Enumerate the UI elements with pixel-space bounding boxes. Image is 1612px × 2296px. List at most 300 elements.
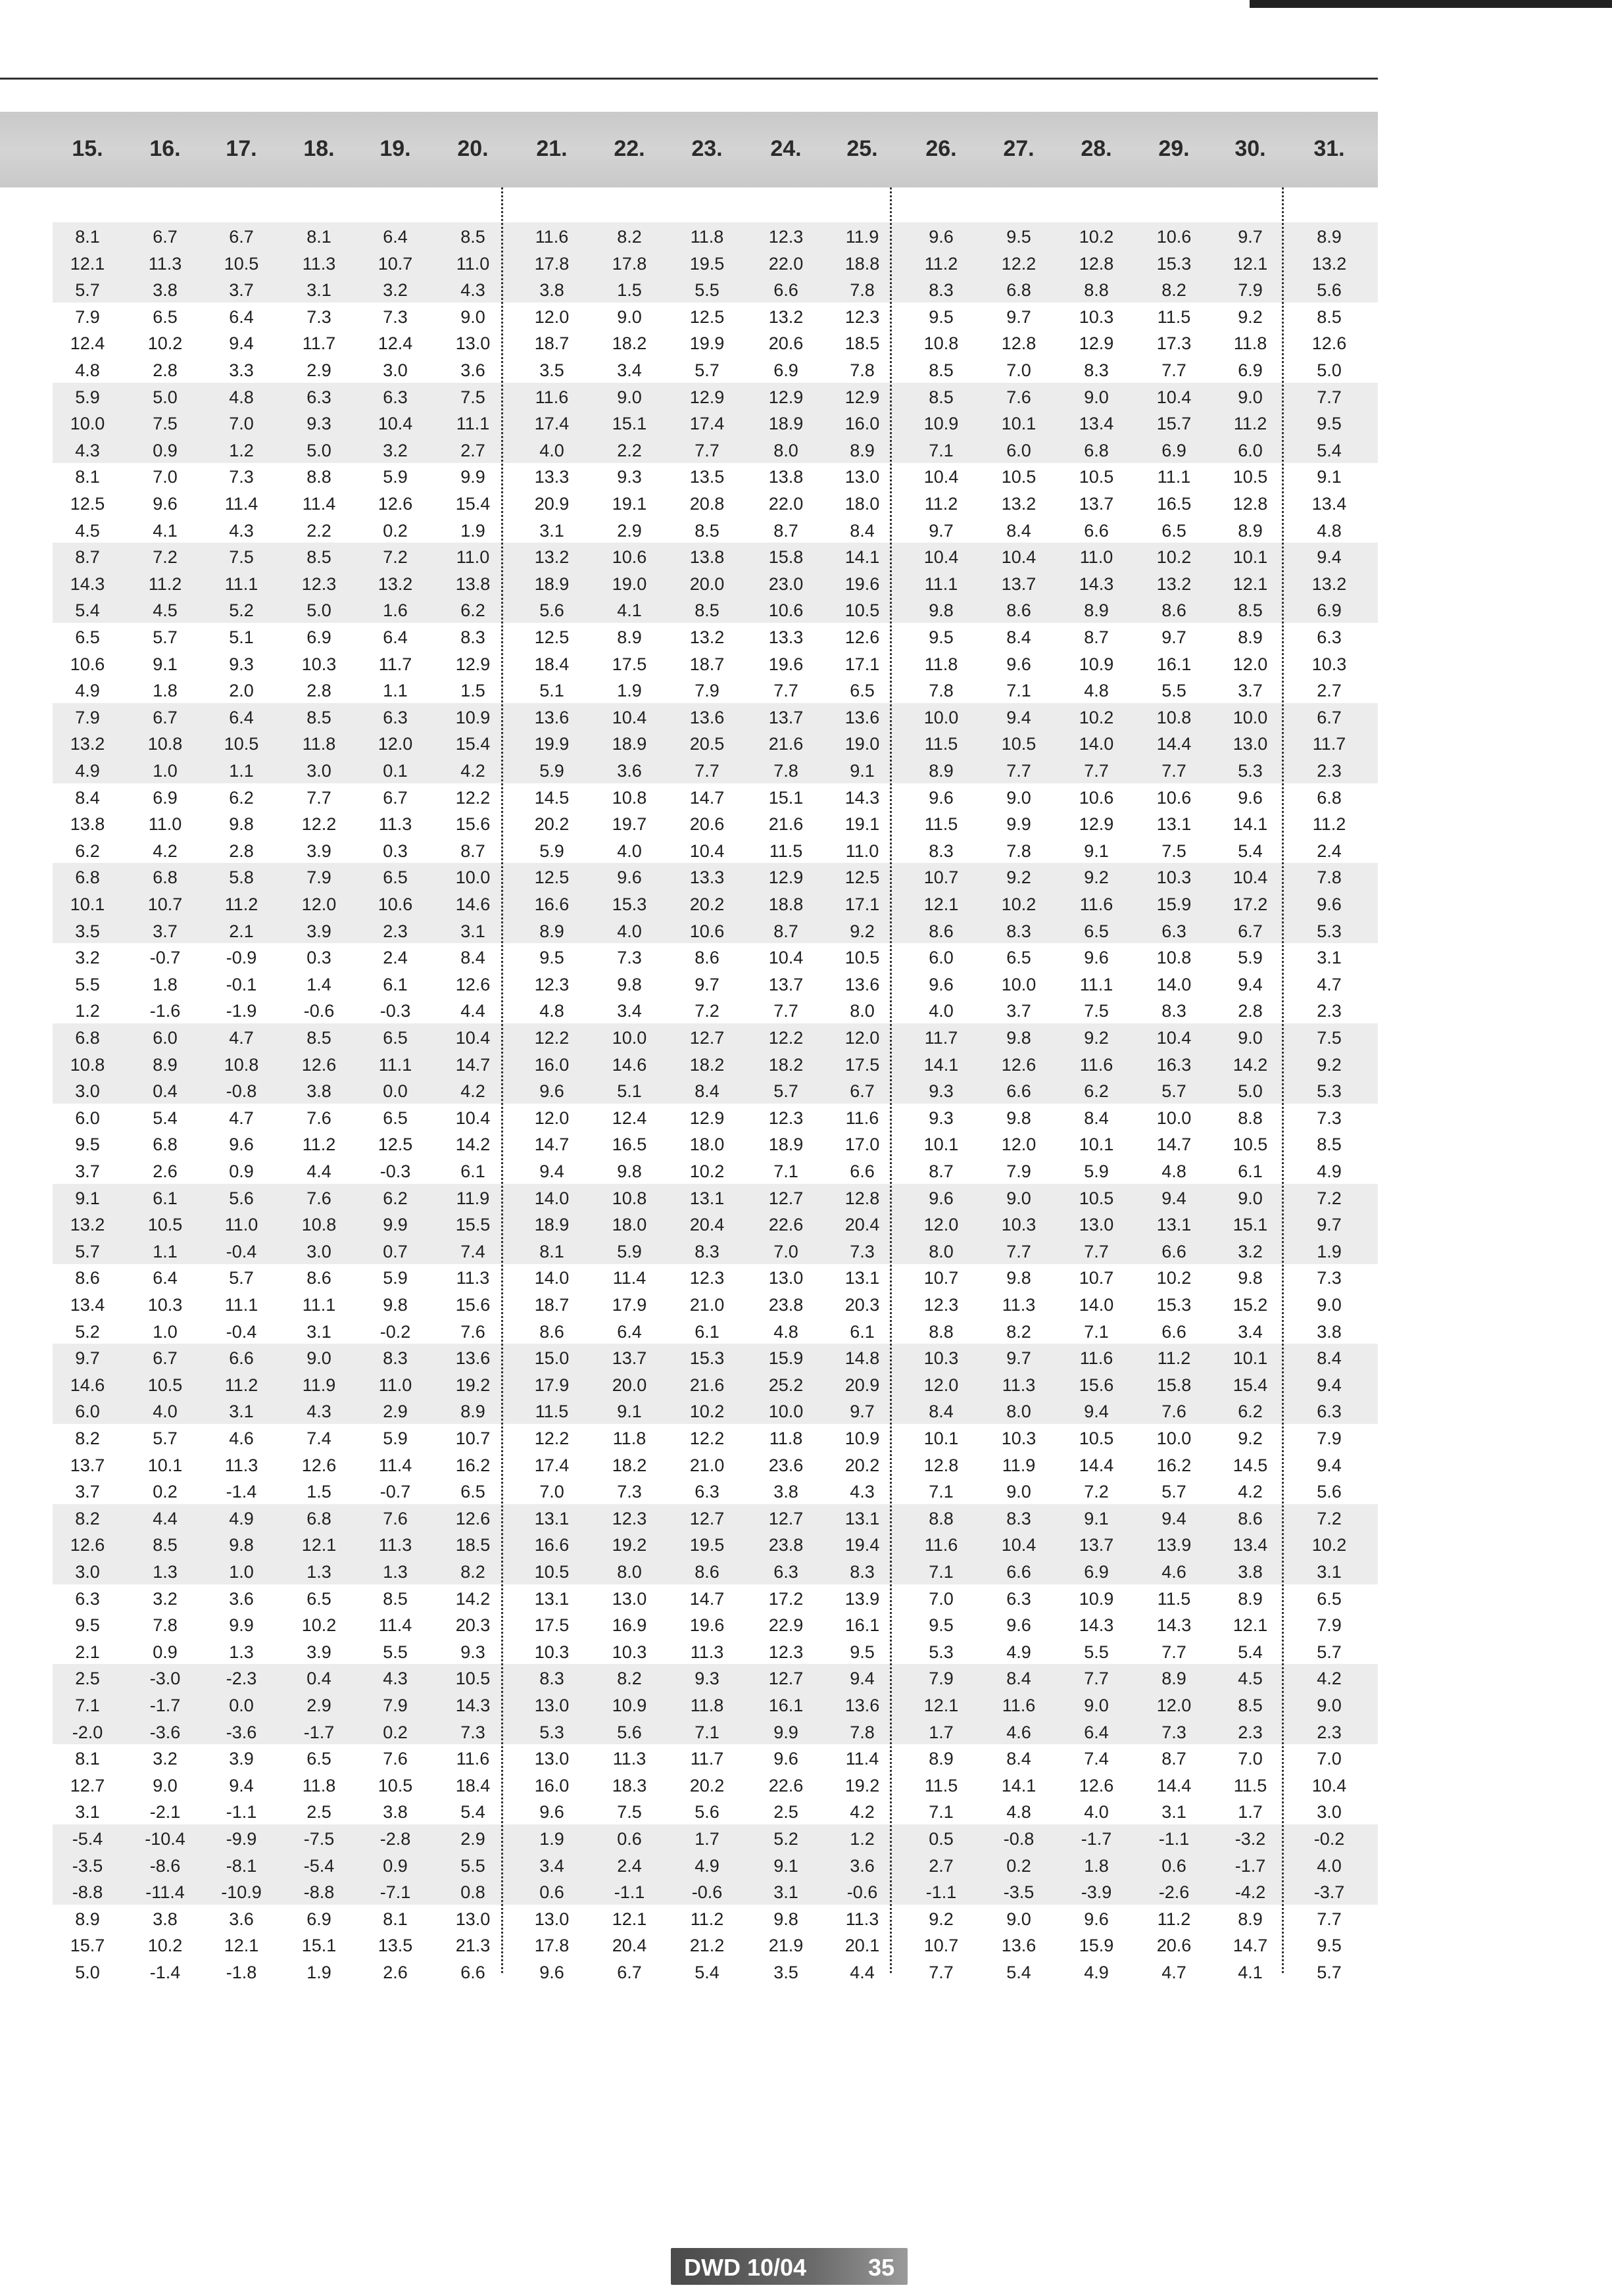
table-cell: 10.5 [455, 1669, 491, 1689]
table-cell: 6.5 [75, 627, 100, 647]
table-cell: 7.0 [153, 467, 178, 487]
table-cell: 9.0 [1084, 387, 1109, 407]
table-cell: 9.7 [1161, 627, 1186, 647]
table-cell: 14.7 [689, 787, 725, 808]
table-cell: 11.2 [690, 1909, 724, 1929]
table-cell: 6.9 [1238, 360, 1263, 380]
table-cell: 19.1 [612, 494, 647, 514]
table-cell: 6.7 [1238, 921, 1263, 941]
table-cell: 15.9 [1079, 1936, 1114, 1956]
table-cell: 8.9 [929, 761, 954, 781]
table-cell: 1.7 [1238, 1802, 1263, 1822]
table-cell: 3.0 [306, 1241, 331, 1261]
table-cell: 17.0 [844, 1135, 880, 1155]
table-cell: 8.9 [1238, 1588, 1263, 1609]
table-cell: 10.0 [1156, 1108, 1192, 1128]
table-cell: 8.2 [617, 1669, 642, 1689]
table-cell: 6.5 [1317, 1588, 1342, 1609]
table-cell: 7.5 [1161, 841, 1186, 861]
table-cell: 7.3 [306, 306, 331, 327]
table-cell: 5.7 [773, 1081, 798, 1102]
table-cell: 7.0 [1006, 360, 1031, 380]
table-cell: 12.2 [768, 1028, 804, 1048]
table-cell: 2.7 [1317, 681, 1342, 701]
table-cell: 3.0 [306, 761, 331, 781]
table-cell: 10.5 [147, 1215, 183, 1235]
table-cell: 5.6 [695, 1802, 720, 1822]
table-cell: 15.3 [612, 894, 647, 914]
table-cell: 10.2 [689, 1402, 725, 1422]
day-header: 27. [1003, 136, 1035, 161]
table-cell: 11.7 [924, 1028, 958, 1048]
table-cell: 11.9 [456, 1188, 490, 1208]
table-cell: 6.4 [153, 1268, 178, 1288]
table-cell: 10.6 [612, 547, 647, 568]
table-cell: 14.7 [689, 1588, 725, 1609]
table-cell: 12.3 [768, 1642, 804, 1662]
table-cell: 4.5 [1238, 1669, 1263, 1689]
table-cell: 9.6 [617, 867, 642, 888]
table-cell: 6.5 [306, 1588, 331, 1609]
table-cell: 12.0 [301, 894, 337, 914]
table-cell: 19.0 [612, 574, 647, 594]
table-cell: 13.0 [455, 1909, 491, 1929]
table-cell: 2.1 [75, 1642, 100, 1662]
table-cell: 9.9 [229, 1615, 254, 1636]
table-cell: 4.4 [153, 1508, 178, 1528]
day-header: 17. [226, 136, 257, 161]
table-cell: 4.0 [539, 440, 564, 460]
table-cell: 7.2 [1317, 1508, 1342, 1528]
table-cell: 19.2 [844, 1775, 880, 1795]
table-cell: 8.9 [1161, 1669, 1186, 1689]
table-cell: 14.1 [1233, 814, 1268, 835]
table-cell: 8.1 [539, 1241, 564, 1261]
table-cell: -5.4 [303, 1855, 335, 1876]
table-cell: 15.8 [1156, 1375, 1192, 1395]
table-cell: 11.3 [148, 253, 182, 274]
table-cell: 14.3 [70, 574, 105, 594]
table-cell: 9.3 [617, 467, 642, 487]
table-cell: 2.9 [617, 520, 642, 541]
table-cell: 11.4 [378, 1455, 412, 1475]
table-cell: 9.5 [1317, 1936, 1342, 1956]
table-cell: 10.9 [1079, 1588, 1114, 1609]
table-cell: 16.2 [1156, 1455, 1192, 1475]
table-cell: 7.7 [1084, 1669, 1109, 1689]
table-cell: 20.6 [768, 333, 804, 354]
table-cell: 11.3 [1002, 1375, 1036, 1395]
table-cell: 0.4 [153, 1081, 178, 1102]
table-cell: 20.1 [844, 1936, 880, 1956]
table-cell: -5.4 [72, 1829, 103, 1849]
table-cell: 11.6 [1079, 1348, 1113, 1369]
table-cell: 8.0 [929, 1241, 954, 1261]
table-cell: 8.8 [929, 1321, 954, 1342]
table-cell: 12.8 [844, 1188, 880, 1208]
table-cell: 3.8 [1317, 1321, 1342, 1342]
table-cell: 6.5 [383, 1028, 408, 1048]
table-cell: 20.9 [844, 1375, 880, 1395]
table-cell: 7.5 [153, 414, 178, 434]
table-cell: -3.9 [1081, 1882, 1112, 1903]
table-cell: 12.0 [1233, 654, 1268, 674]
table-cell: 17.5 [612, 654, 647, 674]
table-cell: -1.7 [1234, 1855, 1266, 1876]
table-cell: 10.9 [455, 707, 491, 727]
table-cell: 3.9 [306, 921, 331, 941]
table-cell: 12.6 [844, 627, 880, 647]
table-cell: 7.9 [75, 707, 100, 727]
table-cell: 1.2 [75, 1001, 100, 1021]
table-cell: 7.8 [929, 681, 954, 701]
table-cell: 10.2 [1156, 1268, 1192, 1288]
table-cell: 8.6 [695, 1562, 720, 1582]
table-cell: 6.8 [1084, 440, 1109, 460]
table-cell: 8.3 [695, 1241, 720, 1261]
table-cell: 6.1 [850, 1321, 875, 1342]
table-cell: 12.7 [768, 1188, 804, 1208]
table-cell: 5.9 [539, 841, 564, 861]
table-cell: 4.1 [617, 600, 642, 621]
table-cell: 12.1 [70, 253, 105, 274]
table-cell: 17.2 [768, 1588, 804, 1609]
table-cell: 7.3 [383, 306, 408, 327]
table-cell: 17.9 [534, 1375, 570, 1395]
table-cell: 11.0 [224, 1215, 258, 1235]
table-cell: 11.2 [1157, 1348, 1191, 1369]
table-cell: 9.8 [383, 1295, 408, 1315]
table-cell: 9.6 [1084, 1909, 1109, 1929]
table-cell: 2.2 [306, 520, 331, 541]
table-cell: 10.5 [534, 1562, 570, 1582]
table-cell: 5.6 [539, 600, 564, 621]
table-cell: 6.8 [75, 1028, 100, 1048]
table-cell: 5.3 [1317, 1081, 1342, 1102]
table-cell: 4.8 [75, 360, 100, 380]
table-cell: 9.3 [229, 654, 254, 674]
table-cell: 7.6 [460, 1321, 485, 1342]
table-cell: 11.4 [612, 1268, 647, 1288]
table-cell: 7.2 [383, 547, 408, 568]
table-cell: 10.2 [147, 333, 183, 354]
table-cell: 10.1 [1079, 1135, 1114, 1155]
table-cell: 4.0 [617, 841, 642, 861]
table-cell: 7.3 [460, 1722, 485, 1742]
table-cell: 11.1 [224, 574, 258, 594]
table-cell: 8.5 [929, 387, 954, 407]
table-cell: 6.8 [306, 1508, 331, 1528]
table-cell: 9.1 [850, 761, 875, 781]
table-cell: 7.1 [695, 1722, 720, 1742]
table-cell: 3.1 [1161, 1802, 1186, 1822]
day-header: 21. [536, 136, 568, 161]
table-cell: 11.9 [845, 227, 879, 247]
table-cell: 18.8 [768, 894, 804, 914]
table-cell: 7.5 [229, 547, 254, 568]
table-cell: 13.2 [1311, 574, 1347, 594]
table-cell: 11.4 [224, 494, 258, 514]
table-cell: 11.8 [612, 1429, 647, 1448]
table-cell: 11.1 [302, 1295, 336, 1315]
table-cell: 1.9 [617, 681, 642, 701]
table-cell: 8.5 [1317, 306, 1342, 327]
table-cell: 6.0 [1006, 440, 1031, 460]
table-cell: 3.9 [229, 1749, 254, 1769]
table-cell: 0.0 [229, 1696, 254, 1715]
table-cell: 15.3 [1156, 1295, 1192, 1315]
table-cell: 5.4 [695, 1963, 720, 1982]
table-cell: 5.9 [75, 387, 100, 407]
day-header: 26. [925, 136, 957, 161]
table-cell: 17.8 [534, 1936, 570, 1956]
table-cell: 4.2 [1238, 1482, 1263, 1502]
table-cell: 10.8 [923, 333, 959, 354]
table-cell: 8.5 [1317, 1135, 1342, 1155]
table-cell: 6.2 [1238, 1402, 1263, 1422]
table-cell: 4.9 [1006, 1642, 1031, 1662]
table-cell: 12.7 [768, 1669, 804, 1689]
table-cell: 11.2 [924, 494, 958, 514]
table-cell: -1.4 [149, 1963, 181, 1982]
table-cell: 14.3 [844, 787, 880, 808]
table-cell: 6.3 [1317, 1402, 1342, 1422]
table-cell: 13.1 [1156, 1215, 1192, 1235]
table-cell: 12.7 [768, 1508, 804, 1528]
table-cell: -2.6 [1158, 1882, 1190, 1903]
table-cell: 11.3 [378, 1535, 412, 1555]
table-cell: 22.6 [768, 1775, 804, 1795]
table-cell: 6.0 [929, 948, 954, 968]
table-cell: 4.6 [229, 1429, 254, 1448]
table-cell: 4.4 [306, 1161, 331, 1181]
table-cell: 6.0 [153, 1028, 178, 1048]
table-cell: 17.4 [534, 414, 570, 434]
table-cell: 21.9 [768, 1936, 804, 1956]
table-cell: -1.1 [1158, 1829, 1190, 1849]
table-cell: 7.0 [1238, 1749, 1263, 1769]
table-cell: 8.2 [1161, 280, 1186, 301]
table-cell: 10.5 [844, 600, 880, 621]
table-cell: 8.9 [1238, 520, 1263, 541]
table-cell: 11.5 [1157, 1588, 1191, 1609]
table-cell: 1.0 [229, 1562, 254, 1582]
table-cell: 5.7 [1317, 1642, 1342, 1662]
table-cell: 10.0 [612, 1028, 647, 1048]
table-cell: 11.6 [1002, 1696, 1036, 1715]
table-cell: 18.9 [534, 574, 570, 594]
table-cell: 5.2 [773, 1829, 798, 1849]
table-cell: 1.8 [153, 974, 178, 994]
table-cell: 2.0 [229, 681, 254, 701]
table-cell: 13.0 [534, 1749, 570, 1769]
table-cell: -1.7 [149, 1696, 181, 1715]
table-cell: 6.1 [1238, 1161, 1263, 1181]
table-cell: 12.5 [844, 867, 880, 888]
table-cell: 10.3 [534, 1642, 570, 1662]
table-cell: 3.7 [1006, 1001, 1031, 1021]
table-cell: 16.0 [534, 1775, 570, 1795]
table-cell: 6.4 [229, 306, 254, 327]
table-cell: 18.9 [768, 1135, 804, 1155]
table-cell: 7.3 [617, 1482, 642, 1502]
table-cell: 10.2 [689, 1161, 725, 1181]
table-cell: 4.8 [229, 387, 254, 407]
table-cell: 15.4 [455, 734, 491, 754]
table-cell: 6.3 [383, 387, 408, 407]
table-cell: 8.7 [460, 841, 485, 861]
table-cell: 8.8 [306, 467, 331, 487]
table-cell: 5.7 [229, 1268, 254, 1288]
table-cell: 6.5 [1006, 948, 1031, 968]
table-cell: 3.8 [773, 1482, 798, 1502]
table-cell: 21.3 [455, 1936, 491, 1956]
table-cell: 9.7 [1317, 1215, 1342, 1235]
table-cell: 11.1 [924, 574, 958, 594]
table-cell: 11.5 [535, 1402, 569, 1422]
table-cell: 6.7 [617, 1963, 642, 1982]
table-cell: 2.7 [460, 440, 485, 460]
table-cell: 5.5 [75, 974, 100, 994]
table-cell: 15.8 [768, 547, 804, 568]
table-cell: 8.4 [1317, 1348, 1342, 1369]
table-cell: 5.9 [1238, 948, 1263, 968]
table-cell: 11.6 [535, 387, 569, 407]
table-cell: -8.8 [303, 1882, 335, 1903]
table-cell: 8.7 [1161, 1749, 1186, 1769]
table-cell: 10.3 [1156, 867, 1192, 888]
table-cell: 7.8 [850, 360, 875, 380]
table-cell: 1.0 [153, 761, 178, 781]
table-cell: 9.9 [773, 1722, 798, 1742]
table-cell: 9.8 [1006, 1108, 1031, 1128]
table-cell: 19.7 [612, 814, 647, 835]
table-cell: 0.6 [539, 1882, 564, 1903]
table-cell: 9.6 [1006, 654, 1031, 674]
table-cell: 9.6 [539, 1963, 564, 1982]
table-cell: 8.5 [929, 360, 954, 380]
table-cell: 14.2 [455, 1135, 491, 1155]
table-cell: 15.1 [768, 787, 804, 808]
table-cell: 8.1 [75, 467, 100, 487]
table-cell: 3.8 [153, 280, 178, 301]
table-cell: 13.9 [1156, 1535, 1192, 1555]
table-cell: 3.4 [617, 1001, 642, 1021]
table-cell: 3.4 [617, 360, 642, 380]
table-cell: 12.6 [1311, 333, 1347, 354]
table-cell: 13.2 [1311, 253, 1347, 274]
table-cell: 14.4 [1156, 1775, 1192, 1795]
table-cell: 4.7 [1161, 1963, 1186, 1982]
table-cell: 9.6 [153, 494, 178, 514]
table-cell: 7.2 [153, 547, 178, 568]
table-cell: 19.6 [768, 654, 804, 674]
table-cell: 9.7 [1006, 306, 1031, 327]
table-cell: 10.2 [1079, 227, 1114, 247]
table-cell: 11.6 [1079, 894, 1113, 914]
table-cell: 2.9 [306, 360, 331, 380]
table-cell: 12.0 [923, 1375, 959, 1395]
table-cell: 1.7 [929, 1722, 954, 1742]
table-cell: 6.8 [75, 867, 100, 888]
table-cell: 1.9 [539, 1829, 564, 1849]
table-cell: 6.2 [75, 841, 100, 861]
table-cell: 20.2 [689, 1775, 725, 1795]
table-cell: 11.2 [924, 253, 958, 274]
table-cell: 7.6 [383, 1508, 408, 1528]
table-cell: 11.5 [924, 1775, 958, 1795]
table-cell: 12.1 [301, 1535, 337, 1555]
table-cell: 9.0 [1084, 1696, 1109, 1715]
table-cell: 12.2 [301, 814, 337, 835]
table-cell: 16.9 [612, 1615, 647, 1636]
table-cell: 7.7 [1084, 1241, 1109, 1261]
table-cell: 6.6 [229, 1348, 254, 1369]
table-cell: 12.7 [70, 1775, 105, 1795]
table-cell: 8.5 [695, 600, 720, 621]
table-cell: 1.0 [153, 1321, 178, 1342]
table-cell: -2.1 [149, 1802, 181, 1822]
table-cell: 0.0 [383, 1081, 408, 1102]
table-cell: 11.2 [1312, 814, 1346, 835]
table-cell: 4.0 [153, 1402, 178, 1422]
table-cell: 20.4 [844, 1215, 880, 1235]
table-cell: 7.7 [1006, 1241, 1031, 1261]
table-cell: 18.2 [768, 1054, 804, 1075]
table-cell: 14.0 [1079, 1295, 1114, 1315]
table-cell: 5.5 [1161, 681, 1186, 701]
table-cell: 7.7 [1161, 360, 1186, 380]
table-cell: 19.2 [455, 1375, 491, 1395]
table-cell: 5.6 [1317, 280, 1342, 301]
table-cell: 9.1 [1084, 1508, 1109, 1528]
table-cell: 3.0 [75, 1081, 100, 1102]
table-cell: 3.7 [75, 1482, 100, 1502]
table-cell: 5.7 [1161, 1081, 1186, 1102]
table-cell: 12.4 [612, 1108, 647, 1128]
table-cell: 7.5 [1317, 1028, 1342, 1048]
table-cell: 11.0 [456, 547, 490, 568]
table-cell: 10.4 [1156, 1028, 1192, 1048]
table-cell: 6.0 [75, 1108, 100, 1128]
table-cell: 13.2 [768, 306, 804, 327]
table-cell: 9.6 [929, 1188, 954, 1208]
table-cell: 12.1 [224, 1936, 259, 1956]
table-cell: 6.3 [1317, 627, 1342, 647]
table-cell: 12.6 [70, 1535, 105, 1555]
table-cell: 12.5 [70, 494, 105, 514]
table-cell: 6.3 [383, 707, 408, 727]
table-cell: 10.4 [689, 841, 725, 861]
top-rule [0, 78, 1378, 80]
table-cell: 11.9 [1002, 1455, 1036, 1475]
table-cell: 9.0 [1317, 1295, 1342, 1315]
table-cell: 13.0 [534, 1696, 570, 1715]
table-cell: 2.5 [306, 1802, 331, 1822]
table-cell: 10.2 [1001, 894, 1037, 914]
table-cell: 8.5 [306, 547, 331, 568]
table-cell: 13.1 [689, 1188, 725, 1208]
table-cell: 7.1 [929, 1802, 954, 1822]
table-cell: 15.7 [70, 1936, 105, 1956]
table-cell: 5.4 [153, 1108, 178, 1128]
table-cell: 10.3 [1001, 1215, 1037, 1235]
table-cell: 6.7 [383, 787, 408, 808]
table-cell: 5.7 [1317, 1963, 1342, 1982]
table-cell: 10.4 [1001, 547, 1037, 568]
table-cell: 5.6 [229, 1188, 254, 1208]
table-cell: 6.3 [1161, 921, 1186, 941]
